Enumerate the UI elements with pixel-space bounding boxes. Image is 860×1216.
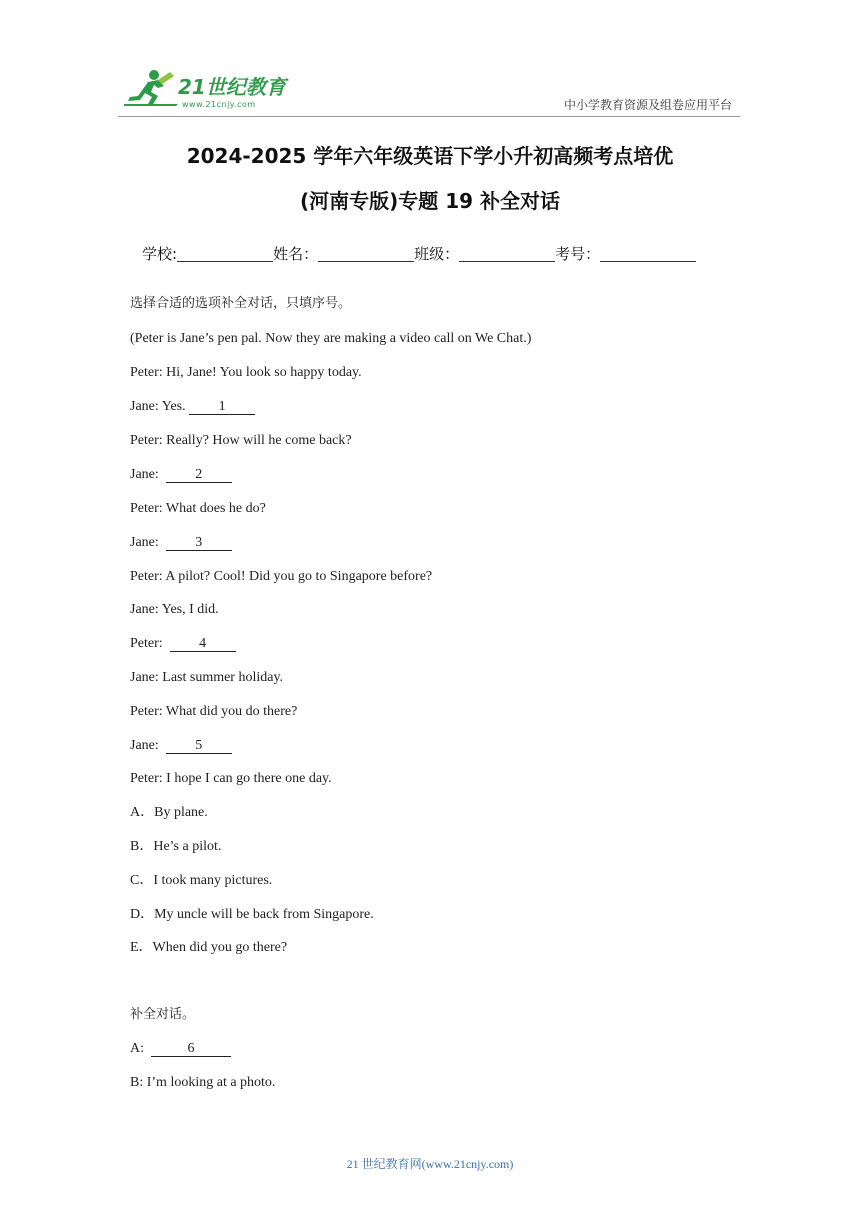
dialog-line: Jane: Yes. 1 [130, 398, 255, 416]
school-field[interactable] [177, 245, 273, 262]
class-label: 班级： [414, 245, 460, 263]
svg-text:www.21cnjy.com: www.21cnjy.com [182, 100, 256, 109]
answer-blank-4[interactable]: 4 [170, 636, 236, 652]
section1-instruction: 选择合适的选项补全对话，只填序号。 [130, 296, 352, 311]
name-field[interactable] [318, 245, 414, 262]
logo [118, 66, 298, 112]
platform-label: 中小学教育资源及组卷应用平台 [563, 98, 732, 112]
option-c: C．I took many pictures. [130, 873, 273, 888]
section1-context: (Peter is Jane’s pen pal. Now they are making a video call on We Chat.) [130, 331, 532, 346]
student-info-line [142, 243, 696, 264]
answer-blank-3[interactable]: 3 [166, 535, 232, 551]
dialog-line: Peter: A pilot? Cool! Did you go to Singapore before? [130, 569, 433, 584]
dialog-line: Jane: Last summer holiday. [130, 670, 284, 685]
dialog-line: Jane: Yes, I did. [130, 602, 219, 617]
dialog-line: Peter: I hope I can go there one day. [130, 771, 332, 786]
school-label: 学校: [142, 245, 178, 263]
dialog-line: Peter: What did you do there? [130, 704, 298, 719]
dialog-line: Peter: What does he do? [130, 501, 266, 516]
dialog-line: Peter: Hi, Jane! You look so happy today. [130, 365, 362, 380]
answer-blank-5[interactable]: 5 [166, 738, 232, 754]
name-label: 姓名： [273, 245, 319, 263]
page-footer[interactable]: 21 世纪教育网(www.21cnjy.com) [346, 1157, 514, 1171]
number-field[interactable] [600, 245, 696, 262]
option-e: E．When did you go there? [130, 940, 288, 955]
dialog-line: Jane: 2 [130, 466, 232, 484]
class-field[interactable] [459, 245, 555, 262]
section2-instruction: 补全对话。 [130, 1007, 196, 1022]
option-a: A．By plane. [130, 805, 208, 820]
dialog-line: Peter: 4 [130, 635, 236, 653]
dialog-line: Peter: Really? How will he come back? [130, 433, 352, 448]
answer-blank-1[interactable]: 1 [189, 399, 255, 415]
svg-text:21世纪教育: 21世纪教育 [178, 75, 286, 99]
number-label: 考号： [555, 245, 601, 263]
answer-blank-6[interactable]: 6 [151, 1041, 231, 1057]
page-subtitle: (河南专版)专题 19 补全对话 [299, 189, 561, 213]
dialog-line: Jane: 5 [130, 737, 232, 755]
page-title: 2024-2025 学年六年级英语下学小升初高频考点培优 [186, 144, 674, 168]
option-d: D．My uncle will be back from Singapore. [130, 907, 374, 922]
page-header [118, 66, 740, 117]
answer-blank-2[interactable]: 2 [166, 467, 232, 483]
dialog-line: B: I’m looking at a photo. [130, 1075, 276, 1090]
dialog-line: A: 6 [130, 1040, 231, 1058]
option-b: B．He’s a pilot. [130, 839, 222, 854]
dialog-line: Jane: 3 [130, 534, 232, 552]
runner-logo-icon [118, 66, 298, 112]
